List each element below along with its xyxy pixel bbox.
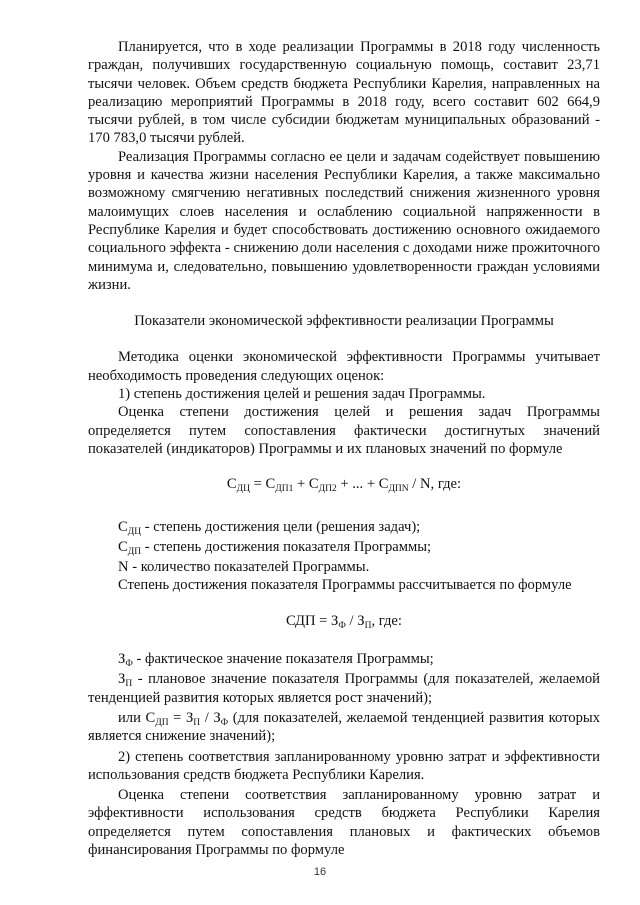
paragraph-cost-assessment: Оценка степени соответствия запланированному уровню затрат и эффективности использования средств бюджета Республики Карелия определяется путем сопоставления плановых и фактических объемов финансирования Программы по формуле — [88, 787, 600, 858]
definition-z-p: $З_П$ - плановое значение показателя Программы (для показателей, желаемой тенденцией развития которых является рост значений); — [88, 671, 600, 706]
paragraph-methodology: Методика оценки экономической эффективности Программы учитывает необходимость проведения следующих оценок: — [88, 349, 600, 384]
formula-goal-degree: $С_{ДЦ} = С_{ДП1} + С_{ДП2}$ + ... + $С_{ДПN}$ / N, где: — [226, 476, 462, 495]
document-page — [88, 38, 600, 859]
paragraph-forecast: Планируется, что в ходе реализации Программы в 2018 году численность граждан, получивших государственную социальную помощь, составит 23,71 тысячи человек. Объем средств бюджета Республики Карелия, направленных на реализацию мероприятий Программы в 2018 году, всего составит 602 664,9 тысячи рублей, в том числе субсидии бюджетам муниципальных образований - 170 783,0 тысячи рублей. — [88, 39, 600, 147]
page-number: 16 — [313, 866, 327, 878]
definition-c-dp: $С_{ДП}$ - степень достижения показателя Программы; — [118, 538, 432, 557]
paragraph-program-effect: Реализация Программы согласно ее цели и задачам содействует повышению уровня и качества жизни населения Республики Карелия, а также максимально возможному смягчению негативных последствий снижения жизненного уровня малоимущих слоев населения и ослаблению социальной напряженности в Республике Карелия и будет способствовать достижению основного ожидаемого социального эффекта - снижению доли населения с доходами ниже прожиточного минимума и, следовательно, повышению удовлетворенности граждан условиями жизни. — [88, 148, 600, 293]
formula-indicator-degree: СДП = $З_Ф / З_П$, где: — [286, 612, 402, 631]
paragraph-goal-assessment: Оценка степени достижения целей и решения задач Программы определяется путем сопоставления фактически достигнутых значений показателей (индикаторов) Программы и их плановых значений по формуле — [88, 404, 600, 457]
definition-z-f: $З_Ф$ - фактическое значение показателя Программы; — [118, 651, 434, 670]
paragraph-indicator-degree: Степень достижения показателя Программы рассчитывается по формуле — [118, 577, 572, 594]
paragraph-item-1: 1) степень достижения целей и решения задач Программы. — [118, 386, 486, 403]
definition-c-dc: $С_{ДЦ}$ - степень достижения цели (решения задач); — [118, 518, 421, 537]
section-heading: Показатели экономической эффективности реализации Программы — [134, 313, 554, 330]
formula-alternative: или $С_{ДП} = З_П / З_Ф$ (для показателей, желаемой тенденцией развития которых является снижение значений); — [88, 709, 600, 745]
paragraph-item-2: 2) степень соответствия запланированному уровню затрат и эффективности использования средств бюджета Республики Карелия. — [88, 748, 600, 783]
definition-n: N - количество показателей Программы. — [118, 559, 370, 576]
